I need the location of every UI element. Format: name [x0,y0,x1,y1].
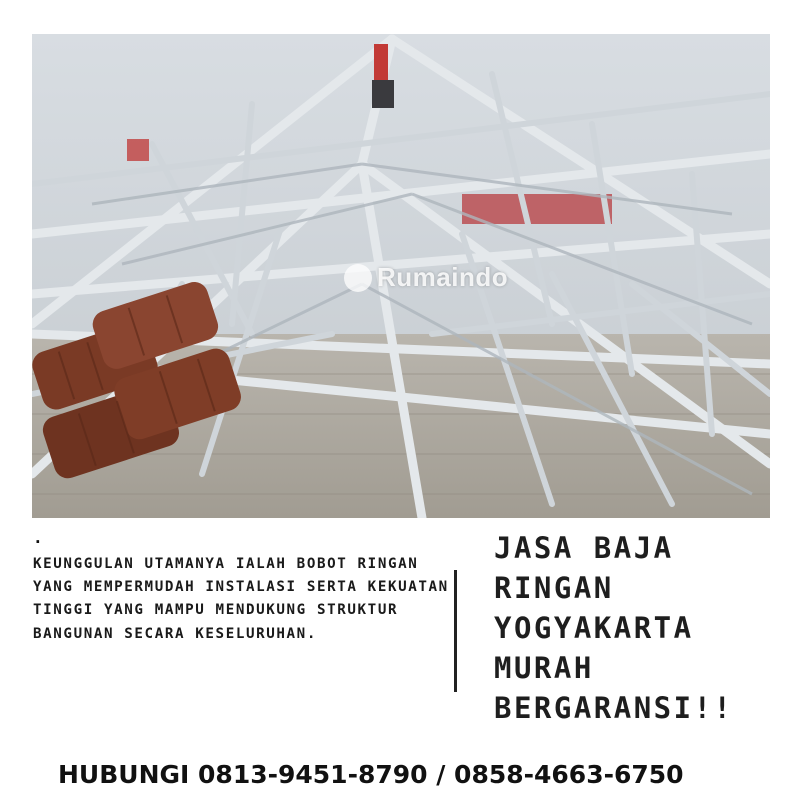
description-text: KEUNGGULAN UTAMANYA IALAH BOBOT RINGAN YANG MEMPERMUDAH INSTALASI SERTA KEKUATAN TINGGI YANG MAMPU MENDUKUNG STRUKTUR BANGUNAN SECARA KESELURUHAN. [33,556,449,642]
headline [494,528,794,728]
steel-roof-truss-photo [32,34,770,518]
headline-line-2: RINGAN [494,571,614,605]
vertical-divider [454,570,457,692]
headline-line-5: BERGARANSI!! [494,691,734,725]
headline-line-4: MURAH [494,651,594,685]
contact-phone-text: HUBUNGI 0813-9451-8790 / 0858-4663-6750 [58,760,684,789]
headline-line-1: JASA BAJA [494,531,674,565]
photo-watermark: Rumaindo [377,262,509,292]
bullet-dot: . [33,528,43,547]
watermark-logo-icon [344,264,372,292]
headline-line-3: YOGYAKARTA [494,611,694,645]
